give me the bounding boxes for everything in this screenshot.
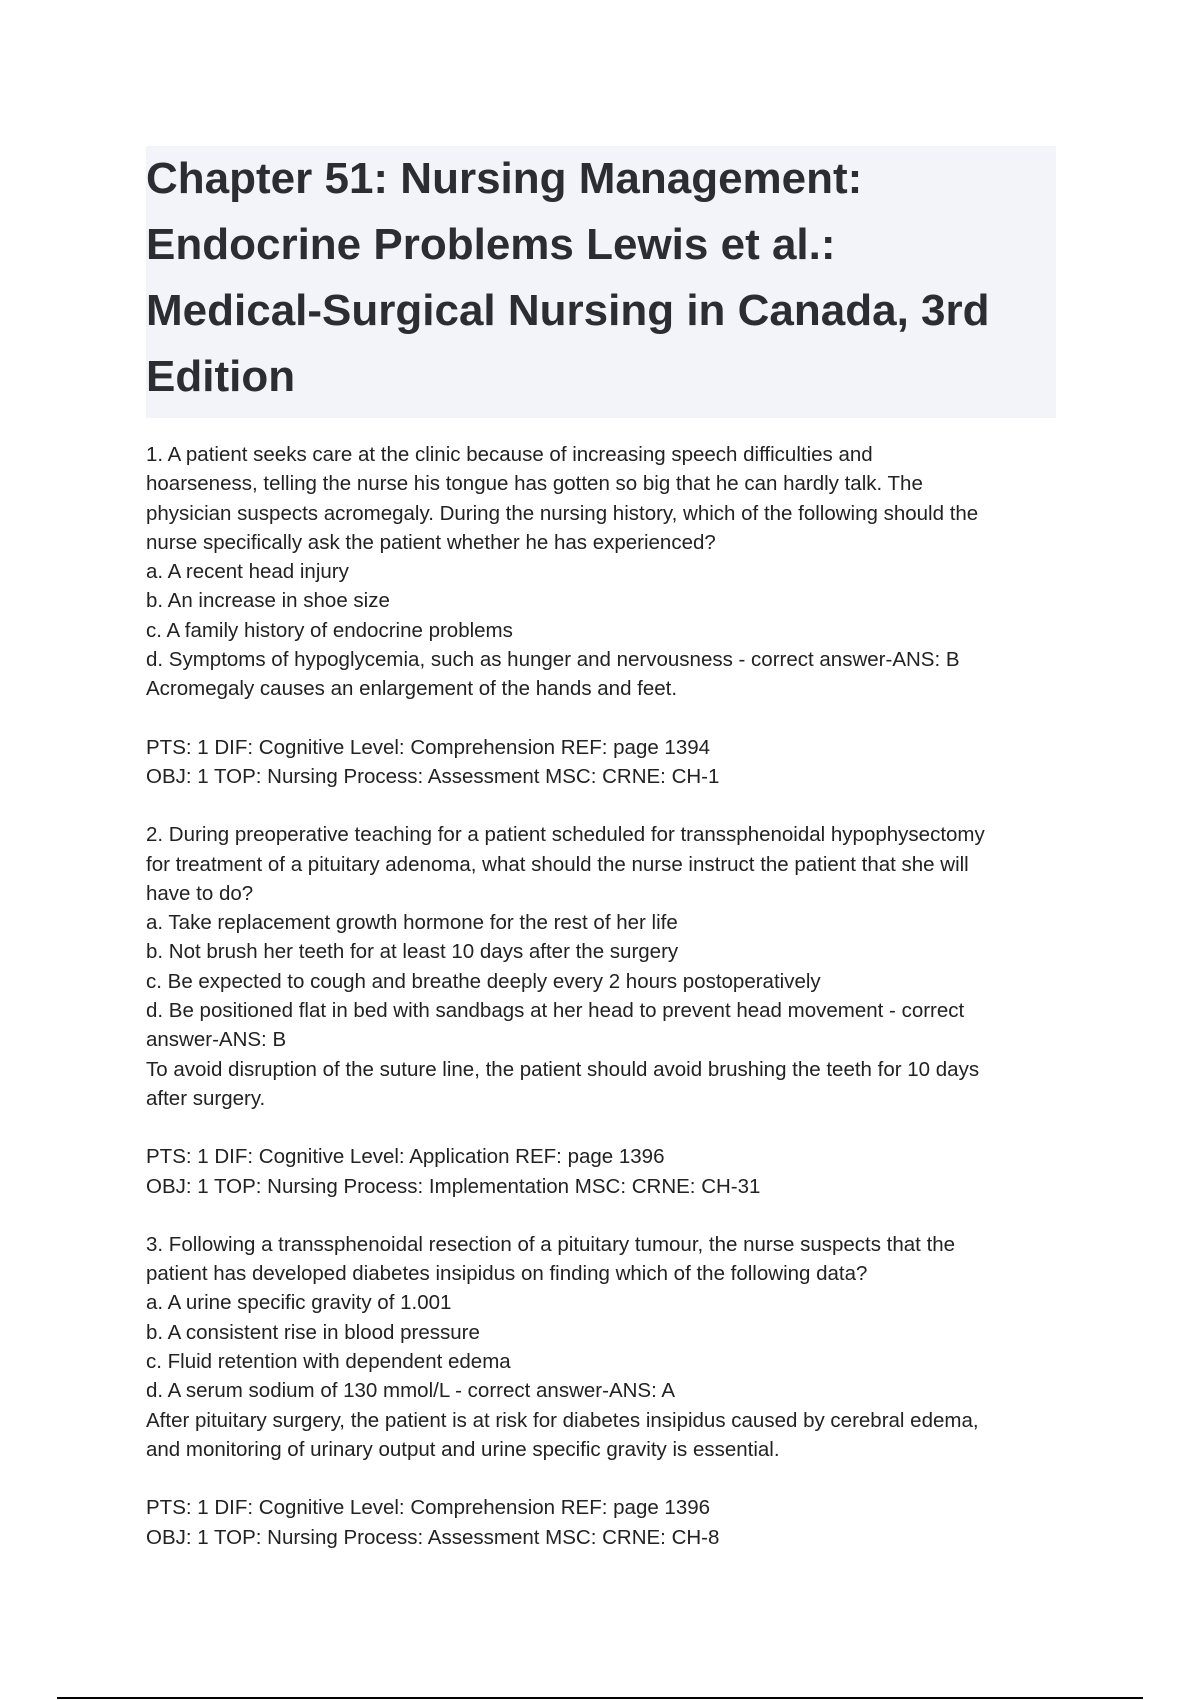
rationale-line: and monitoring of urinary output and urine specific gravity is essential.: [146, 1437, 780, 1461]
answer-option: b. A consistent rise in blood pressure: [146, 1320, 480, 1344]
answer-option: c. A family history of endocrine problems: [146, 618, 513, 642]
title-line: Endocrine Problems Lewis et al.:: [146, 220, 836, 269]
answer-option: a. Take replacement growth hormone for the rest of her life: [146, 911, 678, 935]
question-text-line: nurse specifically ask the patient whether he has experienced?: [146, 530, 716, 554]
answer-option: d. Symptoms of hypoglycemia, such as hunger and nervousness - correct answer-ANS: B: [146, 648, 960, 672]
answer-option: b. Not brush her teeth for at least 10 days after the surgery: [146, 940, 679, 964]
meta-line: PTS: 1 DIF: Cognitive Level: Comprehension REF: page 1396: [146, 1496, 711, 1520]
title-line: Edition: [146, 352, 296, 401]
answer-option: answer-ANS: B: [146, 1028, 287, 1052]
question-2: [146, 820, 1066, 1201]
question-1: [146, 440, 1066, 791]
document-title: [146, 146, 1050, 410]
rationale-line: Acromegaly causes an enlargement of the hands and feet.: [146, 677, 678, 701]
title-line: Medical-Surgical Nursing in Canada, 3rd: [146, 286, 990, 335]
title-line: Chapter 51: Nursing Management:: [146, 154, 863, 203]
title-block: [146, 146, 1056, 418]
question-meta: [146, 1142, 1066, 1201]
question-text-line: for treatment of a pituitary adenoma, what should the nurse instruct the patient that she will: [146, 852, 969, 876]
rationale-line: To avoid disruption of the suture line, the patient should avoid brushing the teeth for 10 days: [146, 1057, 980, 1081]
question-text-line: patient has developed diabetes insipidus on finding which of the following data?: [146, 1262, 868, 1286]
rationale-line: After pituitary surgery, the patient is at risk for diabetes insipidus caused by cerebral edema,: [146, 1408, 979, 1432]
footer-divider: [57, 1697, 1143, 1699]
meta-line: OBJ: 1 TOP: Nursing Process: Assessment MSC: CRNE: CH-1: [146, 764, 720, 788]
question-text-line: have to do?: [146, 881, 254, 905]
meta-line: OBJ: 1 TOP: Nursing Process: Assessment MSC: CRNE: CH-8: [146, 1525, 720, 1549]
answer-option: c. Fluid retention with dependent edema: [146, 1350, 511, 1374]
question-text-line: hoarseness, telling the nurse his tongue has gotten so big that he can hardly talk. The: [146, 472, 923, 496]
question-meta: [146, 733, 1066, 792]
answer-option: c. Be expected to cough and breathe deeply every 2 hours postoperatively: [146, 969, 821, 993]
question-meta: [146, 1493, 1066, 1552]
meta-line: PTS: 1 DIF: Cognitive Level: Comprehension REF: page 1394: [146, 735, 711, 759]
question-text-line: 1. A patient seeks care at the clinic because of increasing speech difficulties and: [146, 443, 873, 466]
questions-content: [146, 440, 1066, 1581]
answer-option: a. A urine specific gravity of 1.001: [146, 1291, 452, 1315]
question-3: [146, 1230, 1066, 1552]
question-text-line: physician suspects acromegaly. During the nursing history, which of the following should the: [146, 501, 979, 525]
rationale-line: after surgery.: [146, 1086, 266, 1110]
answer-option: d. Be positioned flat in bed with sandbags at her head to prevent head movement - correct: [146, 999, 965, 1023]
meta-line: PTS: 1 DIF: Cognitive Level: Application REF: page 1396: [146, 1145, 665, 1169]
answer-option: d. A serum sodium of 130 mmol/L - correct answer-ANS: A: [146, 1379, 676, 1403]
answer-option: a. A recent head injury: [146, 560, 349, 584]
question-text-line: 2. During preoperative teaching for a patient scheduled for transsphenoidal hypophysectomy: [146, 823, 985, 847]
answer-option: b. An increase in shoe size: [146, 589, 390, 613]
question-text-line: 3. Following a transsphenoidal resection of a pituitary tumour, the nurse suspects that the: [146, 1232, 956, 1256]
meta-line: OBJ: 1 TOP: Nursing Process: Implementation MSC: CRNE: CH-31: [146, 1174, 761, 1198]
